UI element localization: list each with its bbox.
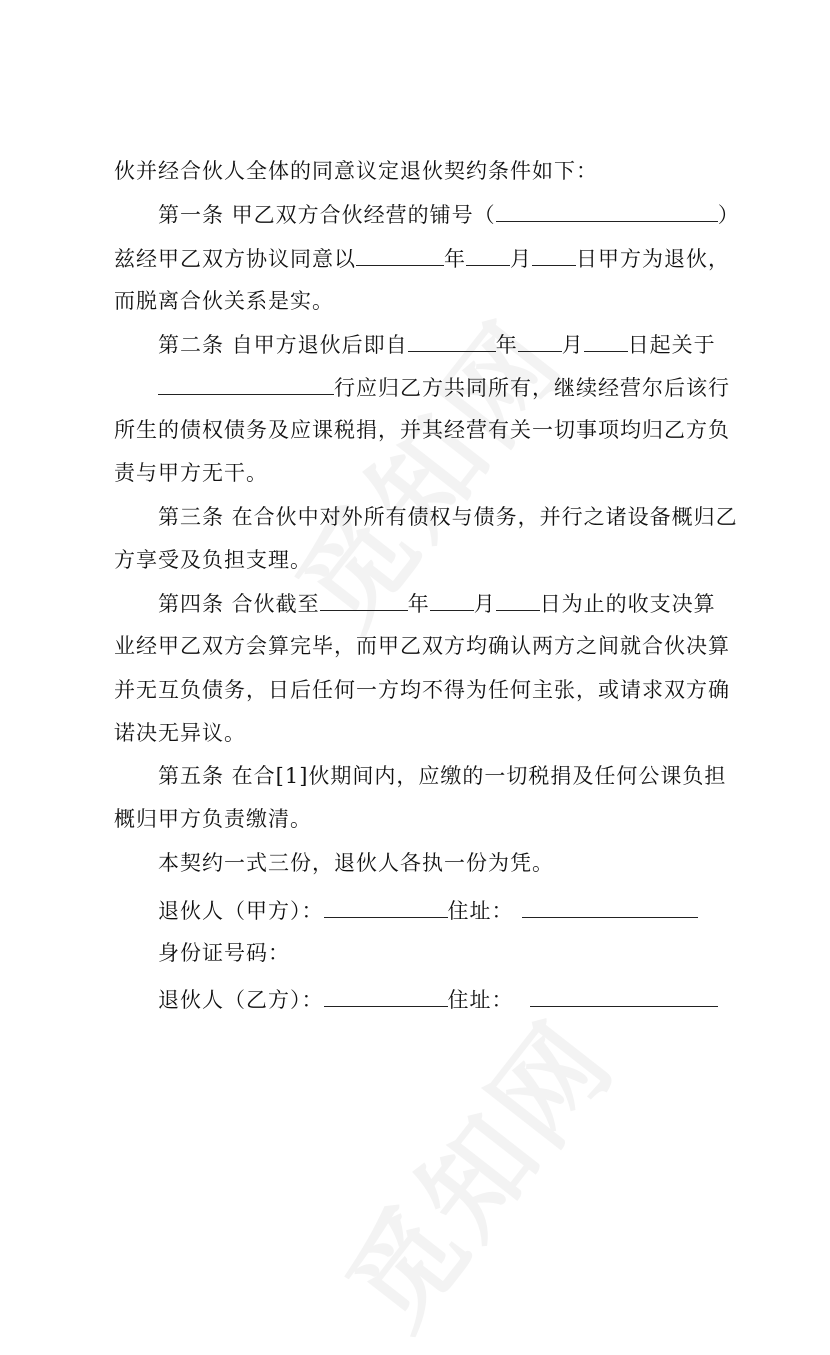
article-4-line-2 xyxy=(114,631,730,661)
party-b-label: 退伙人（乙方）： xyxy=(158,988,324,1012)
article-4-line-4 xyxy=(114,718,246,748)
text: 本契约一式三份，退伙人各执一份为凭。 xyxy=(158,851,554,875)
party-a-signature-line xyxy=(158,895,698,925)
paragraph-line xyxy=(114,156,598,186)
article-4-line-3 xyxy=(114,675,730,705)
text: 日起关于 xyxy=(627,333,716,357)
text: 概归甲方负责缴清。 xyxy=(114,807,312,831)
blank-field-day xyxy=(496,588,540,611)
article-2-line-1 xyxy=(158,329,716,359)
text: 月 xyxy=(510,247,532,271)
article-2-line-3 xyxy=(114,415,730,445)
copies-statement xyxy=(158,848,554,878)
blank-field-day xyxy=(532,243,576,266)
text: 方享受及负担支理。 xyxy=(114,548,312,572)
text: 年 xyxy=(495,333,518,357)
party-a-label: 退伙人（甲方）： xyxy=(158,899,324,923)
text: 诺决无异议。 xyxy=(114,721,246,745)
blank-field-business-name xyxy=(158,372,334,395)
article-1-line-3 xyxy=(114,286,334,316)
article-2-line-4 xyxy=(114,458,268,488)
article-3-line-2 xyxy=(114,545,312,575)
text: 责与甲方无干。 xyxy=(114,461,268,485)
text: 第二条 自甲方退伙后即自 xyxy=(158,333,408,357)
article-5-line-2 xyxy=(114,804,312,834)
blank-field-day xyxy=(584,329,628,352)
article-3-line-1 xyxy=(158,502,738,532)
party-b-address-field xyxy=(530,984,718,1007)
text: 伙并经合伙人全体的同意议定退伙契约条件如下： xyxy=(114,159,598,183)
article-1-line-2 xyxy=(114,243,730,273)
text: 而脱离合伙关系是实。 xyxy=(114,289,334,313)
text: ） xyxy=(717,203,740,227)
party-b-signature-line xyxy=(158,984,718,1014)
blank-field-shop-name xyxy=(496,199,718,222)
blank-field-year xyxy=(320,588,408,611)
text: 兹经甲乙双方协议同意以 xyxy=(114,247,356,271)
text: 并无互负债务，日后任何一方均不得为任何主张，或请求双方确 xyxy=(114,678,730,702)
text: 日甲方为退伙， xyxy=(576,247,730,271)
blank-field-year xyxy=(408,329,496,352)
watermark xyxy=(305,983,644,1355)
text: 月 xyxy=(473,592,496,616)
article-5-line-1 xyxy=(158,761,726,791)
id-number-line xyxy=(158,938,290,968)
party-a-name-field xyxy=(324,895,448,918)
article-4-line-1 xyxy=(158,588,716,618)
party-a-address-field xyxy=(522,895,698,918)
address-label: 住址： xyxy=(447,899,514,923)
article-1-line-1 xyxy=(158,199,740,229)
blank-field-year xyxy=(356,243,444,266)
text: 第一条 甲乙双方合伙经营的铺号（ xyxy=(158,203,496,227)
blank-field-month xyxy=(466,243,510,266)
article-2-line-2 xyxy=(158,372,730,402)
text: 月 xyxy=(561,333,584,357)
address-label: 住址： xyxy=(447,988,514,1012)
text: 行应归乙方共同所有，继续经营尔后该行 xyxy=(334,376,730,400)
text: 日为止的收支决算 xyxy=(539,592,716,616)
blank-field-month xyxy=(518,329,562,352)
blank-field-month xyxy=(430,588,474,611)
id-number-label: 身份证号码： xyxy=(158,941,290,965)
text: 第五条 在合[1]伙期间内，应缴的一切税捐及任何公课负担 xyxy=(158,764,727,788)
party-b-name-field xyxy=(324,984,448,1007)
text: 年 xyxy=(444,247,466,271)
text: 第四条 合伙截至 xyxy=(158,592,320,616)
text: 年 xyxy=(407,592,430,616)
text: 第三条 在合伙中对外所有债权与债务，并行之诸设备概归乙 xyxy=(158,505,738,529)
text: 所生的债权债务及应课税捐，并其经营有关一切事项均归乙方负 xyxy=(114,418,730,442)
text: 业经甲乙双方会算完毕，而甲乙双方均确认两方之间就合伙决算 xyxy=(114,634,730,658)
